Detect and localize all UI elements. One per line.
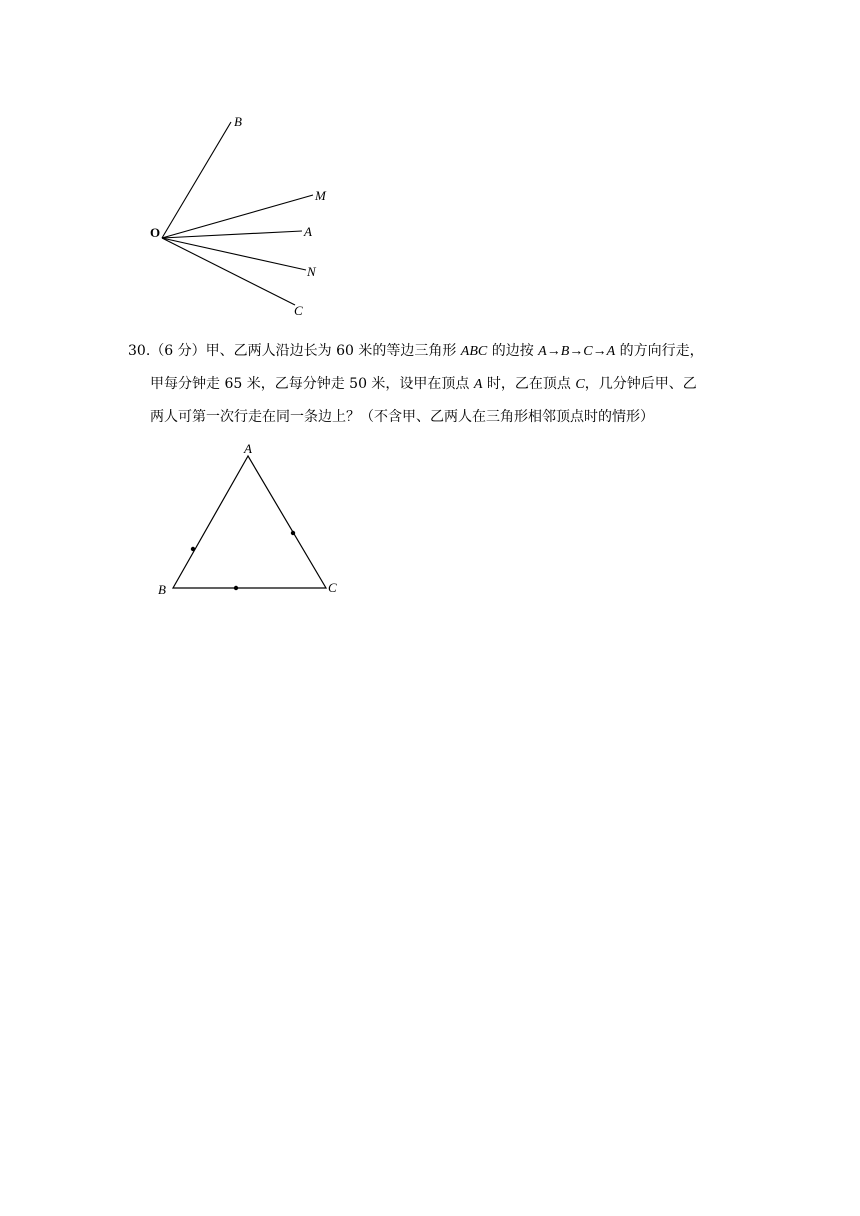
problem-line-1 [128, 335, 768, 368]
label-B: B [234, 114, 242, 129]
triangle-ABC [173, 456, 326, 588]
problem-line-2 [128, 368, 768, 401]
problem-text: 的方向行走， [615, 343, 704, 359]
problem-30 [128, 335, 768, 433]
angle-rays-figure [140, 105, 340, 325]
angle-rays-svg [140, 105, 340, 325]
problem-text: 的边按 [487, 343, 539, 359]
problem-text: 甲、乙两人沿边长为 60 米的等边三角形 [205, 343, 461, 359]
label-O: O [150, 225, 161, 240]
label-C: C [328, 580, 337, 595]
triangle-svg [150, 440, 350, 600]
problem-text: 两人可第一次行走在同一条边上？（不含甲、乙两人在三角形相邻顶点时的情形） [150, 409, 654, 425]
label-N: N [307, 264, 316, 279]
ray-OC [162, 238, 295, 305]
problem-number: 30. [128, 343, 151, 359]
label-C: C [294, 303, 303, 318]
walk-path: A→B→C→A [538, 344, 616, 359]
midpoint-AB [191, 547, 195, 551]
midpoint-BC [234, 586, 238, 590]
problem-line-3 [128, 401, 768, 433]
problem-text: 时，乙在顶点 [482, 376, 576, 392]
midpoint-AC [291, 531, 295, 535]
ray-ON [162, 238, 306, 270]
problem-score: （6 分） [150, 343, 206, 359]
triangle-figure [150, 440, 350, 600]
vertex-C: C [575, 377, 585, 392]
ray-OB [162, 122, 231, 238]
label-A: A [244, 441, 252, 456]
label-M: M [315, 188, 326, 203]
problem-text: 甲每分钟走 65 米，乙每分钟走 50 米，设甲在顶点 [150, 376, 474, 392]
problem-text: ，几分钟后甲、乙 [584, 376, 697, 392]
label-A: A [304, 224, 312, 239]
label-B: B [158, 582, 166, 597]
vertex-A: A [473, 377, 483, 392]
triangle-name: ABC [460, 344, 488, 359]
